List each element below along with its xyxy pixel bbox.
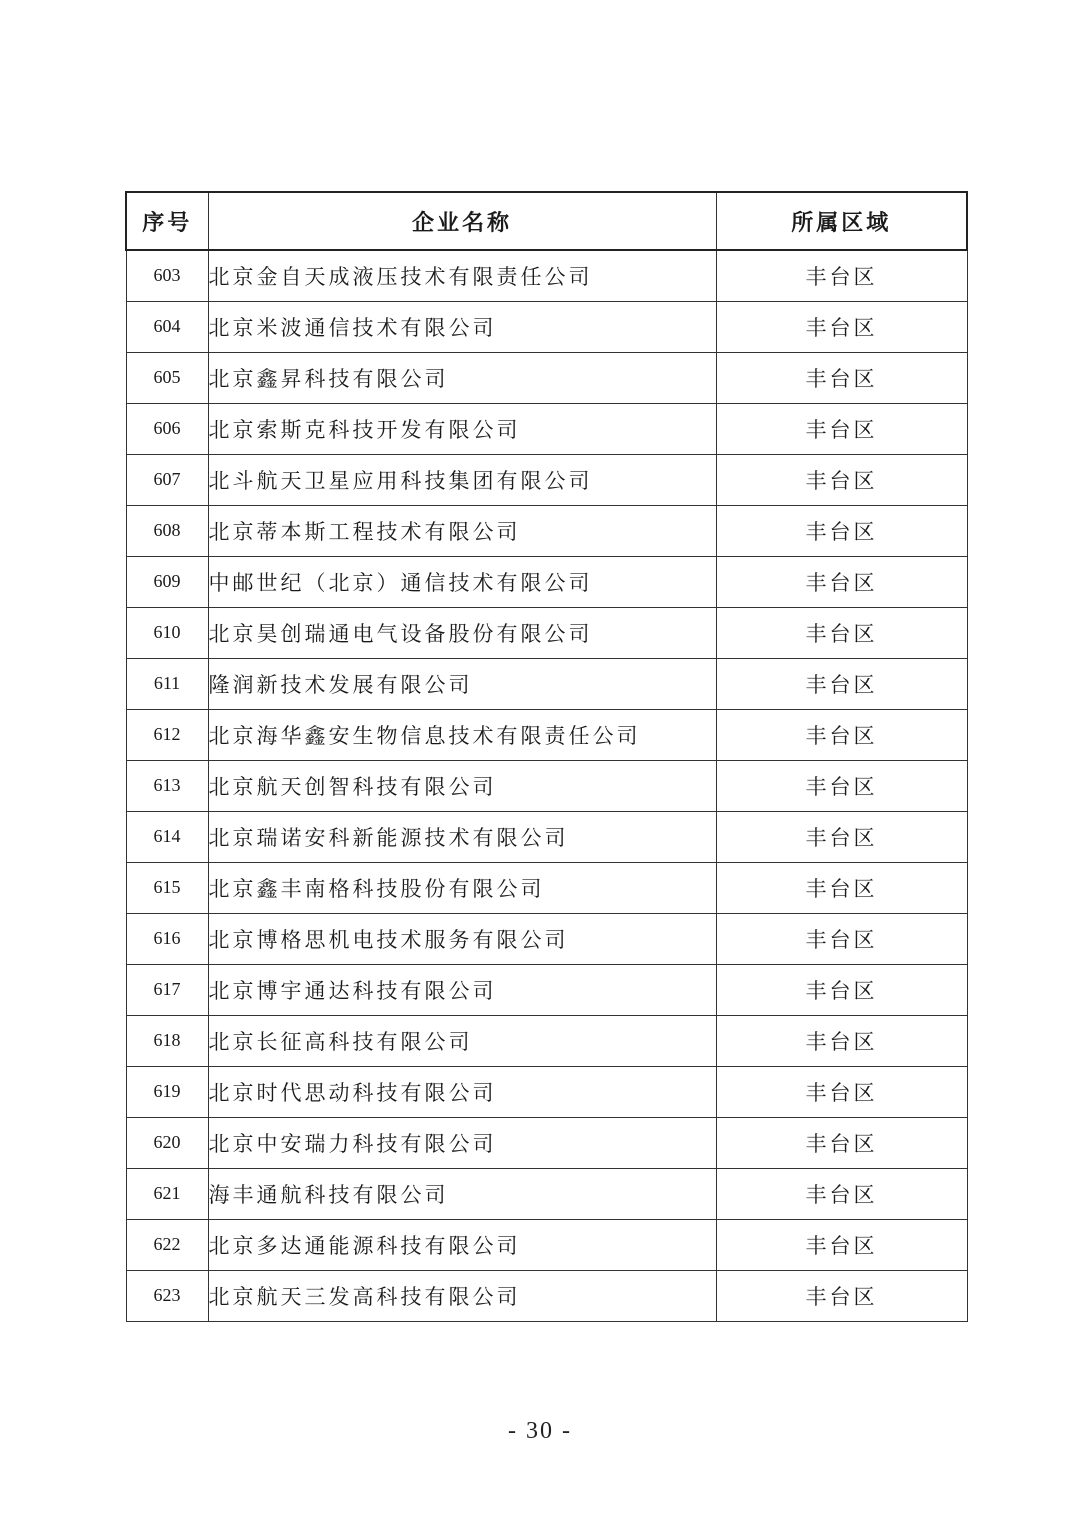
row-region: 丰台区 [716,250,967,301]
row-company-name: 北斗航天卫星应用科技集团有限公司 [208,454,716,505]
row-company-name: 北京瑞诺安科新能源技术有限公司 [208,811,716,862]
row-company-name: 北京昊创瑞通电气设备股份有限公司 [208,607,716,658]
row-index: 619 [126,1066,208,1117]
row-region: 丰台区 [716,505,967,556]
table-row [126,1219,967,1270]
row-company-name: 北京博格思机电技术服务有限公司 [208,913,716,964]
table-row [126,1015,967,1066]
table-row [126,454,967,505]
header-company-name: 企业名称 [208,192,716,250]
table-row [126,301,967,352]
row-index: 604 [126,301,208,352]
table-row [126,1168,967,1219]
row-region: 丰台区 [716,658,967,709]
table-row [126,1117,967,1168]
row-index: 616 [126,913,208,964]
table-row [126,352,967,403]
row-index: 613 [126,760,208,811]
row-region: 丰台区 [716,862,967,913]
table-row [126,1270,967,1321]
header-index: 序号 [126,192,208,250]
table-row [126,607,967,658]
row-index: 614 [126,811,208,862]
row-company-name: 北京米波通信技术有限公司 [208,301,716,352]
row-index: 615 [126,862,208,913]
row-company-name: 北京多达通能源科技有限公司 [208,1219,716,1270]
row-company-name: 海丰通航科技有限公司 [208,1168,716,1219]
table-header [126,192,967,250]
row-region: 丰台区 [716,352,967,403]
table-row [126,1066,967,1117]
row-index: 607 [126,454,208,505]
row-region: 丰台区 [716,607,967,658]
table-row [126,505,967,556]
row-index: 617 [126,964,208,1015]
row-company-name: 北京鑫丰南格科技股份有限公司 [208,862,716,913]
row-company-name: 北京蒂本斯工程技术有限公司 [208,505,716,556]
page-number: - 30 - [508,1418,572,1444]
table-row [126,658,967,709]
table-row [126,913,967,964]
row-company-name: 隆润新技术发展有限公司 [208,658,716,709]
table-row [126,862,967,913]
row-region: 丰台区 [716,1066,967,1117]
row-company-name: 北京博宇通达科技有限公司 [208,964,716,1015]
row-region: 丰台区 [716,913,967,964]
table-row [126,709,967,760]
row-index: 612 [126,709,208,760]
row-index: 618 [126,1015,208,1066]
row-region: 丰台区 [716,1015,967,1066]
row-company-name: 北京时代思动科技有限公司 [208,1066,716,1117]
header-region: 所属区域 [716,192,967,250]
row-company-name: 北京长征高科技有限公司 [208,1015,716,1066]
header-row [126,192,967,250]
row-region: 丰台区 [716,1168,967,1219]
row-company-name: 北京鑫昇科技有限公司 [208,352,716,403]
row-region: 丰台区 [716,1117,967,1168]
table-row [126,760,967,811]
row-region: 丰台区 [716,556,967,607]
row-region: 丰台区 [716,301,967,352]
row-index: 611 [126,658,208,709]
row-company-name: 北京中安瑞力科技有限公司 [208,1117,716,1168]
row-index: 606 [126,403,208,454]
row-region: 丰台区 [716,454,967,505]
row-index: 603 [126,250,208,301]
row-region: 丰台区 [716,1219,967,1270]
row-region: 丰台区 [716,403,967,454]
row-region: 丰台区 [716,1270,967,1321]
row-index: 605 [126,352,208,403]
row-region: 丰台区 [716,709,967,760]
row-company-name: 北京金自天成液压技术有限责任公司 [208,250,716,301]
row-index: 620 [126,1117,208,1168]
table-row [126,811,967,862]
table-row [126,250,967,301]
row-region: 丰台区 [716,811,967,862]
row-index: 621 [126,1168,208,1219]
row-company-name: 北京海华鑫安生物信息技术有限责任公司 [208,709,716,760]
row-company-name: 中邮世纪（北京）通信技术有限公司 [208,556,716,607]
row-index: 622 [126,1219,208,1270]
table-row [126,964,967,1015]
table-body [126,250,967,1321]
row-index: 609 [126,556,208,607]
row-company-name: 北京索斯克科技开发有限公司 [208,403,716,454]
row-company-name: 北京航天三发高科技有限公司 [208,1270,716,1321]
table-row [126,403,967,454]
row-index: 608 [126,505,208,556]
row-company-name: 北京航天创智科技有限公司 [208,760,716,811]
row-index: 610 [126,607,208,658]
row-region: 丰台区 [716,964,967,1015]
company-list-table [125,191,968,1322]
row-region: 丰台区 [716,760,967,811]
table-row [126,556,967,607]
row-index: 623 [126,1270,208,1321]
